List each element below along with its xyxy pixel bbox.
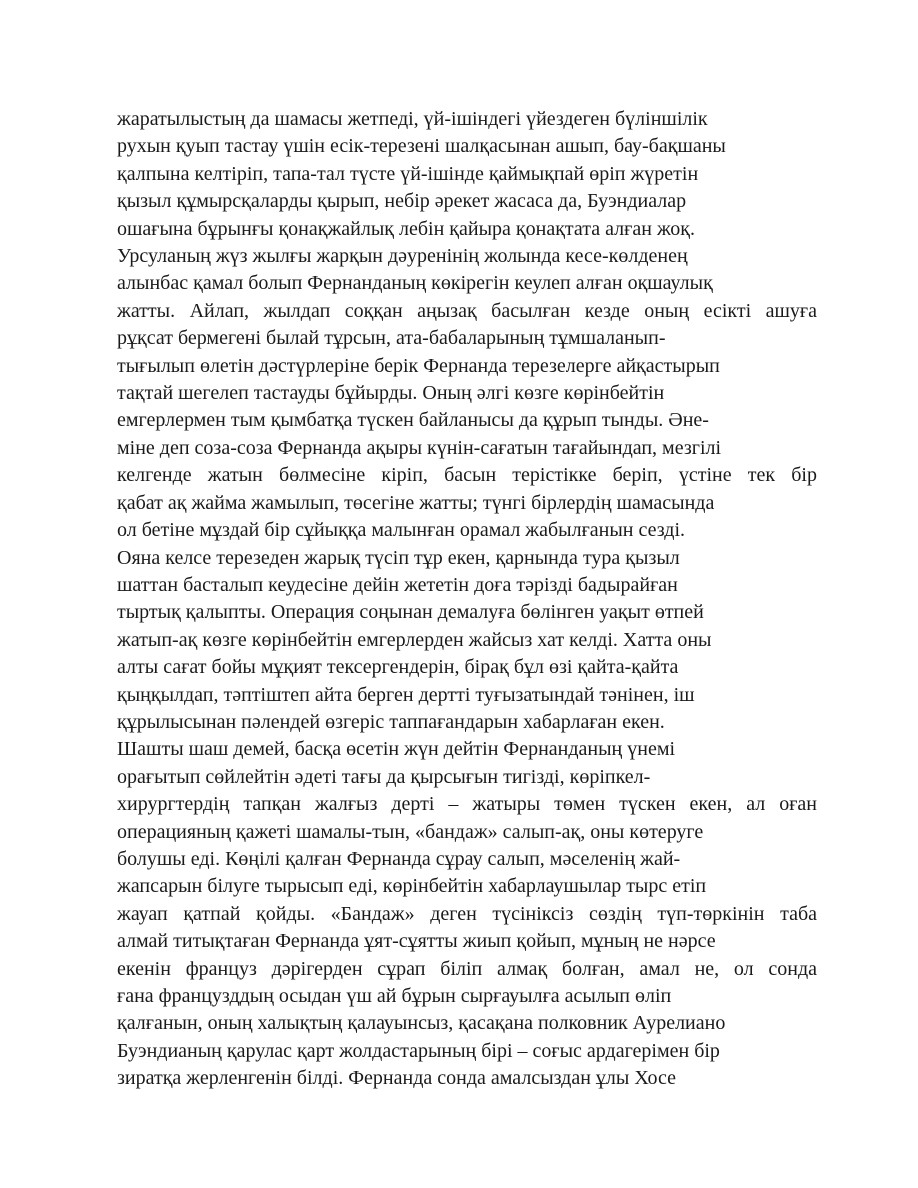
text-line: болушы еді. Көңілі қалған Фернанда сұрау салып, мәселенің жай- [117,847,681,870]
text-line: орағытып сөйлейтін әдеті тағы да қырсығын тигізді, көріпкел- [117,765,651,788]
text-line: келгенде жатын бөлмесіне кіріп, басын терістікке беріп, үстіне тек бір [117,464,817,487]
text-line: операцияның қажеті шамалы-тын, «бандаж» салып-ақ, оны көтеруге [117,820,704,843]
text-line: жауап қатпай қойды. «Бандаж» деген түсініксіз сөздің түп-төркінін таба [117,902,818,925]
text-line: рухын қуып тастау үшін есік-терезені шалқасынан ашып, бау-бақшаны [117,135,726,158]
body-text [117,106,817,1093]
text-line: алмай титықтаған Фернанда ұят-сұятты жиып қойып, мұның не нәрсе [117,930,716,953]
text-line: екенін француз дәрігерден сұрап біліп алмақ болған, амал не, ол сонда [117,957,818,980]
text-line: жатты. Айлап, жылдап соққан аңызақ басылған кезде оның есікті ашуға [117,299,817,322]
text-line: емгерлермен тым қымбатқа түскен байланысы да құрып тынды. Әне- [117,409,709,432]
text-line: қыңқылдап, тәптіштеп айта берген дертті туғызатындай тәнінен, іш [117,683,695,706]
text-line: тыртық қалыпты. Операция соңынан демалуға бөлінген уақыт өтпей [117,601,704,624]
text-line: ошағына бұрынғы қонақжайлық лебін қайыра қонақтата алған жоқ. [117,217,695,240]
text-line: Буэндианың қарулас қарт жолдастарының бірі – соғыс ардагерімен бір [117,1039,720,1062]
text-line: тақтай шегелеп тастауды бұйырды. Оның әлгі көзге көрінбейтін [117,382,665,405]
text-line: Шашты шаш демей, басқа өсетін жүн дейтін Фернанданың үнемі [117,738,676,761]
text-line: ғана французддың осыдан үш ай бұрын сырғауылға асылып өліп [117,985,672,1007]
text-line: рұқсат бермегені былай тұрсын, ата-бабаларының тұмшаланып- [117,327,666,350]
text-line: қалпына келтіріп, тапа-тал түсте үй-ішінде қаймықпай өріп жүретін [117,162,699,185]
text-line: міне деп соза-соза Фернанда ақыры күнін-сағатын тағайындап, мезгілі [117,436,722,459]
text-line: қызыл құмырсқаларды қырып, небір әрекет жасаса да, Буэндиалар [117,190,687,213]
text-line: зиратқа жерленгенін білді. Фернанда сонда амалсыздан ұлы Хосе [117,1067,677,1090]
text-line: жаратылыстың да шамасы жетпеді, үй-ішіндегі үйездеген бүліншілік [117,108,708,130]
text-line: қалғанын, оның халықтың қалауынсыз, қасақана полковник Аурелиано [117,1012,726,1035]
text-line: шаттан басталып кеудесіне дейін жететін доға тәрізді бадырайған [117,573,678,596]
text-line: тығылып өлетін дәстүрлеріне берік Фернанда терезелерге айқастырып [117,354,720,377]
text-line: хирургтердің тапқан жалғыз дерті – жатыры төмен түскен екен, ал оған [117,793,817,816]
text-line: жатып-ақ көзге көрінбейтін емгерлерден жайсыз хат келді. Хатта оны [117,628,712,651]
text-line: Ояна келсе терезеден жарық түсіп тұр екен, қарнында тура қызыл [117,546,680,569]
text-line: Урсуланың жүз жылғы жарқын дәуренінің жолында кесе-көлденең [117,245,688,268]
text-line: құрылысынан пәлендей өзгеріс таппағандарын хабарлаған екен. [117,710,665,733]
text-line: жапсарын білуге тырысып еді, көрінбейтін хабарлаушылар тырс етіп [117,875,707,898]
text-line: қабат ақ жайма жамылып, төсегіне жатты; түнгі бірлердің шамасында [117,491,715,514]
text-line: алты сағат бойы мұқият тексергендерін, бірақ бұл өзі қайта-қайта [117,656,679,679]
text-line: алынбас қамал болып Фернанданың көкірегін кеулеп алған оқшаулық [117,272,713,295]
text-line: ол бетіне мұздай бір сұйыққа малынған орамал жабылғанын сезді. [117,519,686,542]
